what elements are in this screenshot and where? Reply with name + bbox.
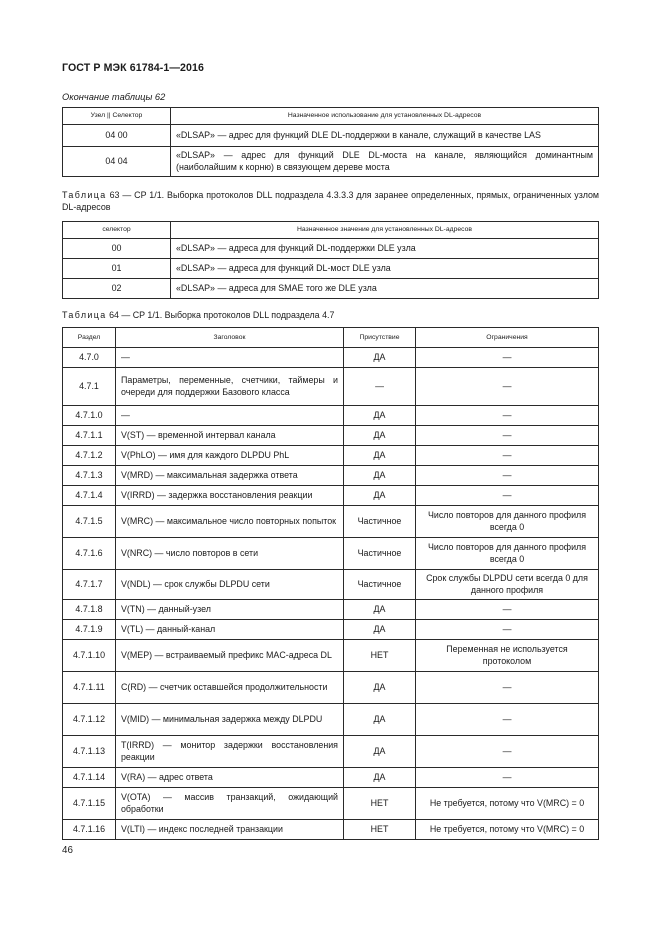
table64-header-heading: Заголовок	[116, 328, 344, 348]
table64-cell-heading: V(IRRD) — задержка восстановления реакции	[116, 486, 344, 506]
table64-cell-restrictions: Переменная не используется протоколом	[416, 640, 599, 672]
table-row	[63, 820, 599, 840]
table64-cell-presence: НЕТ	[344, 820, 416, 840]
table63-cell-selector: 01	[63, 259, 171, 279]
table64-cell-heading: V(ST) — временной интервал канала	[116, 426, 344, 446]
table64-caption-text: 64 — CP 1/1. Выборка протоколов DLL подраздела 4.7	[109, 310, 335, 320]
table64-cell-heading: V(NDL) — срок службы DLPDU сети	[116, 570, 344, 600]
table64-cell-section: 4.7.0	[63, 348, 116, 368]
table64-cell-heading: V(MEP) — встраиваемый префикс MAC-адреса DL	[116, 640, 344, 672]
table62-cell-usage: «DLSAP» — адрес для функций DLE DL-моста на канале, являющийся доминантным (наиболайшим к корню) в связующем дереве моста	[171, 147, 599, 177]
table-row	[63, 570, 599, 600]
table64-cell-restrictions: —	[416, 406, 599, 426]
table64-cell-heading: T(IRRD) — монитор задержки восстановления реакции	[116, 736, 344, 768]
table64-cell-section: 4.7.1.4	[63, 486, 116, 506]
table64-cell-presence: ДА	[344, 406, 416, 426]
table-row	[63, 620, 599, 640]
table62-cell-selector: 04 00	[63, 125, 171, 147]
table64-cell-restrictions: Срок службы DLPDU сети всегда 0 для данного профиля	[416, 570, 599, 600]
table64-cell-restrictions: —	[416, 672, 599, 704]
table64-cell-restrictions: —	[416, 368, 599, 406]
table63-caption-text: 63 — CP 1/1. Выборка протоколов DLL подраздела 4.3.3.3 для заранее определенных, прямых, ограниченных узлом DL-адресов	[62, 190, 600, 212]
table-row	[63, 672, 599, 704]
table64-cell-presence: ДА	[344, 348, 416, 368]
table-row	[63, 600, 599, 620]
table-row	[63, 506, 599, 538]
table-row	[63, 788, 599, 820]
table64-cell-heading: V(MRC) — максимальное число повторных попыток	[116, 506, 344, 538]
table64-cell-presence: Частичное	[344, 570, 416, 600]
table64-cell-section: 4.7.1.9	[63, 620, 116, 640]
table64-cell-heading: Параметры, переменные, счетчики, таймеры и очереди для поддержки Базового класса	[116, 368, 344, 406]
table-64	[62, 327, 599, 840]
table62-header-row	[63, 108, 599, 125]
table62-cell-usage: «DLSAP» — адрес для функций DLE DL-поддержки в канале, служащий в качестве LAS	[171, 125, 599, 147]
table64-cell-presence: —	[344, 368, 416, 406]
table64-cell-presence: НЕТ	[344, 640, 416, 672]
table64-cell-section: 4.7.1	[63, 368, 116, 406]
document-title: ГОСТ Р МЭК 61784-1—2016	[62, 62, 205, 74]
table-row	[63, 704, 599, 736]
table64-cell-heading: V(RA) — адрес ответа	[116, 768, 344, 788]
table64-cell-restrictions: —	[416, 348, 599, 368]
table-row	[63, 406, 599, 426]
table64-cell-presence: ДА	[344, 672, 416, 704]
table64-cell-presence: ДА	[344, 704, 416, 736]
table64-cell-section: 4.7.1.5	[63, 506, 116, 538]
table64-caption	[62, 310, 334, 322]
table63-caption	[62, 190, 599, 213]
table64-cell-presence: ДА	[344, 426, 416, 446]
table-row	[63, 259, 599, 279]
table64-cell-restrictions: —	[416, 736, 599, 768]
table64-cell-restrictions: Не требуется, потому что V(MRC) = 0	[416, 820, 599, 840]
table-row	[63, 147, 599, 177]
table64-cell-restrictions: Число повторов для данного профиля всегда 0	[416, 506, 599, 538]
table64-cell-presence: НЕТ	[344, 788, 416, 820]
table64-cell-section: 4.7.1.2	[63, 446, 116, 466]
table62-header-usage: Назначенное использование для установленных DL-адресов	[171, 108, 599, 125]
table64-cell-restrictions: Число повторов для данного профиля всегда 0	[416, 538, 599, 570]
table64-cell-restrictions: —	[416, 704, 599, 736]
table64-cell-heading: V(TL) — данный-канал	[116, 620, 344, 640]
table-row	[63, 125, 599, 147]
table64-cell-heading: V(NRC) — число повторов в сети	[116, 538, 344, 570]
table62-cell-selector: 04 04	[63, 147, 171, 177]
table-62	[62, 107, 599, 177]
table64-cell-section: 4.7.1.1	[63, 426, 116, 446]
table63-cell-value: «DLSAP» — адреса для SMAE того же DLE узла	[171, 279, 599, 299]
table63-cell-value: «DLSAP» — адреса для функций DL-мост DLE узла	[171, 259, 599, 279]
table64-cell-restrictions: —	[416, 426, 599, 446]
table64-cell-heading: —	[116, 406, 344, 426]
table64-cell-presence: ДА	[344, 620, 416, 640]
table64-cell-section: 4.7.1.12	[63, 704, 116, 736]
table64-cell-heading: V(OTA) — массив транзакций, ожидающий обработки	[116, 788, 344, 820]
table62-header-node-selector: Узел || Селектор	[63, 108, 171, 125]
table64-cell-section: 4.7.1.14	[63, 768, 116, 788]
table64-header-row	[63, 328, 599, 348]
table64-cell-section: 4.7.1.6	[63, 538, 116, 570]
page-number: 46	[62, 845, 73, 856]
table-row	[63, 446, 599, 466]
table-row	[63, 368, 599, 406]
table63-cell-selector: 02	[63, 279, 171, 299]
table64-header-restrictions: Ограничения	[416, 328, 599, 348]
table64-cell-heading: V(LTI) — индекс последней транзакции	[116, 820, 344, 840]
table63-caption-prefix: Таблица	[62, 190, 107, 200]
table-row	[63, 640, 599, 672]
table64-header-section: Раздел	[63, 328, 116, 348]
table64-cell-presence: ДА	[344, 736, 416, 768]
table64-cell-restrictions: —	[416, 620, 599, 640]
table64-cell-presence: ДА	[344, 446, 416, 466]
table64-cell-heading: C(RD) — счетчик оставшейся продолжительности	[116, 672, 344, 704]
table64-cell-presence: ДА	[344, 768, 416, 788]
table64-cell-heading: V(MID) — минимальная задержка между DLPDU	[116, 704, 344, 736]
table-row	[63, 426, 599, 446]
table64-cell-heading: —	[116, 348, 344, 368]
table64-cell-section: 4.7.1.16	[63, 820, 116, 840]
table64-cell-restrictions: Не требуется, потому что V(MRC) = 0	[416, 788, 599, 820]
table64-cell-presence: ДА	[344, 466, 416, 486]
table64-cell-presence: Частичное	[344, 506, 416, 538]
table64-cell-section: 4.7.1.15	[63, 788, 116, 820]
table-row	[63, 538, 599, 570]
table63-header-value: Назначенное значение для установленных DL-адресов	[171, 222, 599, 239]
table64-cell-heading: V(TN) — данный-узел	[116, 600, 344, 620]
table64-cell-restrictions: —	[416, 466, 599, 486]
table64-cell-section: 4.7.1.7	[63, 570, 116, 600]
table-row	[63, 736, 599, 768]
table64-cell-restrictions: —	[416, 446, 599, 466]
table63-cell-value: «DLSAP» — адреса для функций DL-поддержки DLE узла	[171, 239, 599, 259]
table64-cell-restrictions: —	[416, 600, 599, 620]
table-row	[63, 466, 599, 486]
table-63	[62, 221, 599, 299]
table64-cell-restrictions: —	[416, 486, 599, 506]
table-row	[63, 768, 599, 788]
table-row	[63, 239, 599, 259]
table64-cell-section: 4.7.1.13	[63, 736, 116, 768]
table64-cell-presence: ДА	[344, 600, 416, 620]
table64-cell-section: 4.7.1.3	[63, 466, 116, 486]
table64-caption-prefix: Таблица	[62, 310, 107, 320]
table63-header-row	[63, 222, 599, 239]
table64-cell-presence: Частичное	[344, 538, 416, 570]
table64-cell-heading: V(MRD) — максимальная задержка ответа	[116, 466, 344, 486]
table64-cell-section: 4.7.1.0	[63, 406, 116, 426]
table64-cell-presence: ДА	[344, 486, 416, 506]
table-row	[63, 486, 599, 506]
table62-continuation: Окончание таблицы 62	[62, 92, 166, 102]
table63-cell-selector: 00	[63, 239, 171, 259]
table64-cell-section: 4.7.1.10	[63, 640, 116, 672]
table-row	[63, 279, 599, 299]
table64-cell-section: 4.7.1.11	[63, 672, 116, 704]
table-row	[63, 348, 599, 368]
table64-header-presence: Присутствие	[344, 328, 416, 348]
table64-cell-heading: V(PhLO) — имя для каждого DLPDU PhL	[116, 446, 344, 466]
table63-header-selector: селектор	[63, 222, 171, 239]
table64-cell-section: 4.7.1.8	[63, 600, 116, 620]
table64-cell-restrictions: —	[416, 768, 599, 788]
